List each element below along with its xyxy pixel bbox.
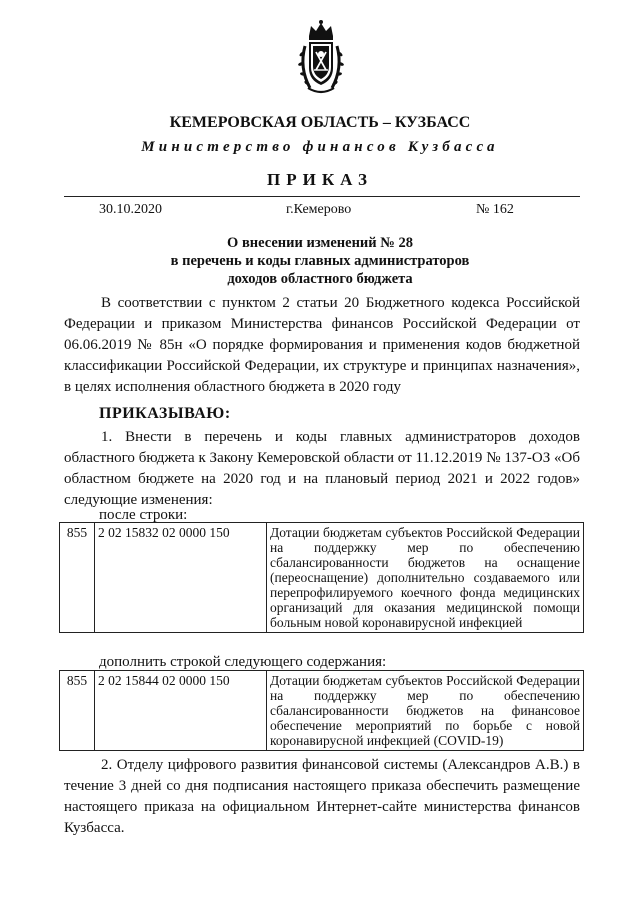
order-directive-heading: ПРИКАЗЫВАЮ:	[99, 405, 231, 422]
ministry-name: Министерство финансов Кузбасса	[141, 139, 499, 155]
coat-of-arms-emblem	[296, 18, 346, 98]
order-date: 30.10.2020	[99, 202, 162, 217]
region-title: КЕМЕРОВСКАЯ ОБЛАСТЬ – КУЗБАСС	[169, 114, 471, 131]
after-row-label: после строки:	[99, 507, 188, 523]
table-added-row	[59, 670, 584, 751]
budget-code-cell: 2 02 15844 02 0000 150	[95, 671, 267, 751]
budget-code-cell: 2 02 15832 02 0000 150	[95, 523, 267, 633]
order-city: г.Кемерово	[286, 202, 352, 217]
order-number: № 162	[476, 202, 514, 217]
header-divider	[64, 196, 580, 197]
order-subject	[0, 234, 640, 288]
admin-code-cell: 855	[60, 523, 95, 633]
table-after-row	[59, 522, 584, 633]
subject-line-1: О внесении изменений № 28	[227, 235, 413, 251]
preamble-paragraph: В соответствии с пунктом 2 статьи 20 Бюджетного кодекса Российской Федерации и приказом Министерства финансов Российской Федерации от 06.06.2019 № 85н «О порядке формирования и применения кодов бюджетной классификации Российской Федерации, их структуре и принципах назначения», в целях исполнения областного бюджета в 2020 году	[64, 295, 580, 395]
admin-code-cell: 855	[60, 671, 95, 751]
table-row	[60, 671, 584, 751]
item-1-paragraph: 1. Внести в перечень и коды главных администраторов доходов областного бюджета к Закону Кемеровской области от 11.12.2019 № 137-ОЗ «Об областном бюджете на 2020 год и на плановый период 2021 и 2022 годов» следующие изменения:	[64, 429, 580, 508]
income-name-cell: Дотации бюджетам субъектов Российской Федерации на поддержку мер по обеспечению сбалансированности бюджетов на оснащение (переоснащение) дополнительно создаваемого или перепрофилируемого коечного фонда медицинских организаций для оказания медицинской помощи больным новой коронавирусной инфекцией	[267, 523, 584, 633]
add-row-label: дополнить строкой следующего содержания:	[99, 654, 387, 670]
subject-line-2: в перечень и коды главных администраторов	[170, 253, 470, 269]
item-2-paragraph: 2. Отделу цифрового развития финансовой системы (Александров А.В.) в течение 3 дней со дня подписания настоящего приказа обеспечить размещение настоящего приказа на официальном Интернет-сайте министерства финансов Кузбасса.	[64, 757, 580, 836]
income-name-cell: Дотации бюджетам субъектов Российской Федерации на поддержку мер по обеспечению сбалансированности бюджетов на финансовое обеспечение мероприятий по борьбе с новой коронавирусной инфекцией (COVID-19)	[267, 671, 584, 751]
table-row	[60, 523, 584, 633]
document-type-title: ПРИКАЗ	[267, 170, 373, 189]
subject-line-3: доходов областного бюджета	[227, 271, 413, 287]
